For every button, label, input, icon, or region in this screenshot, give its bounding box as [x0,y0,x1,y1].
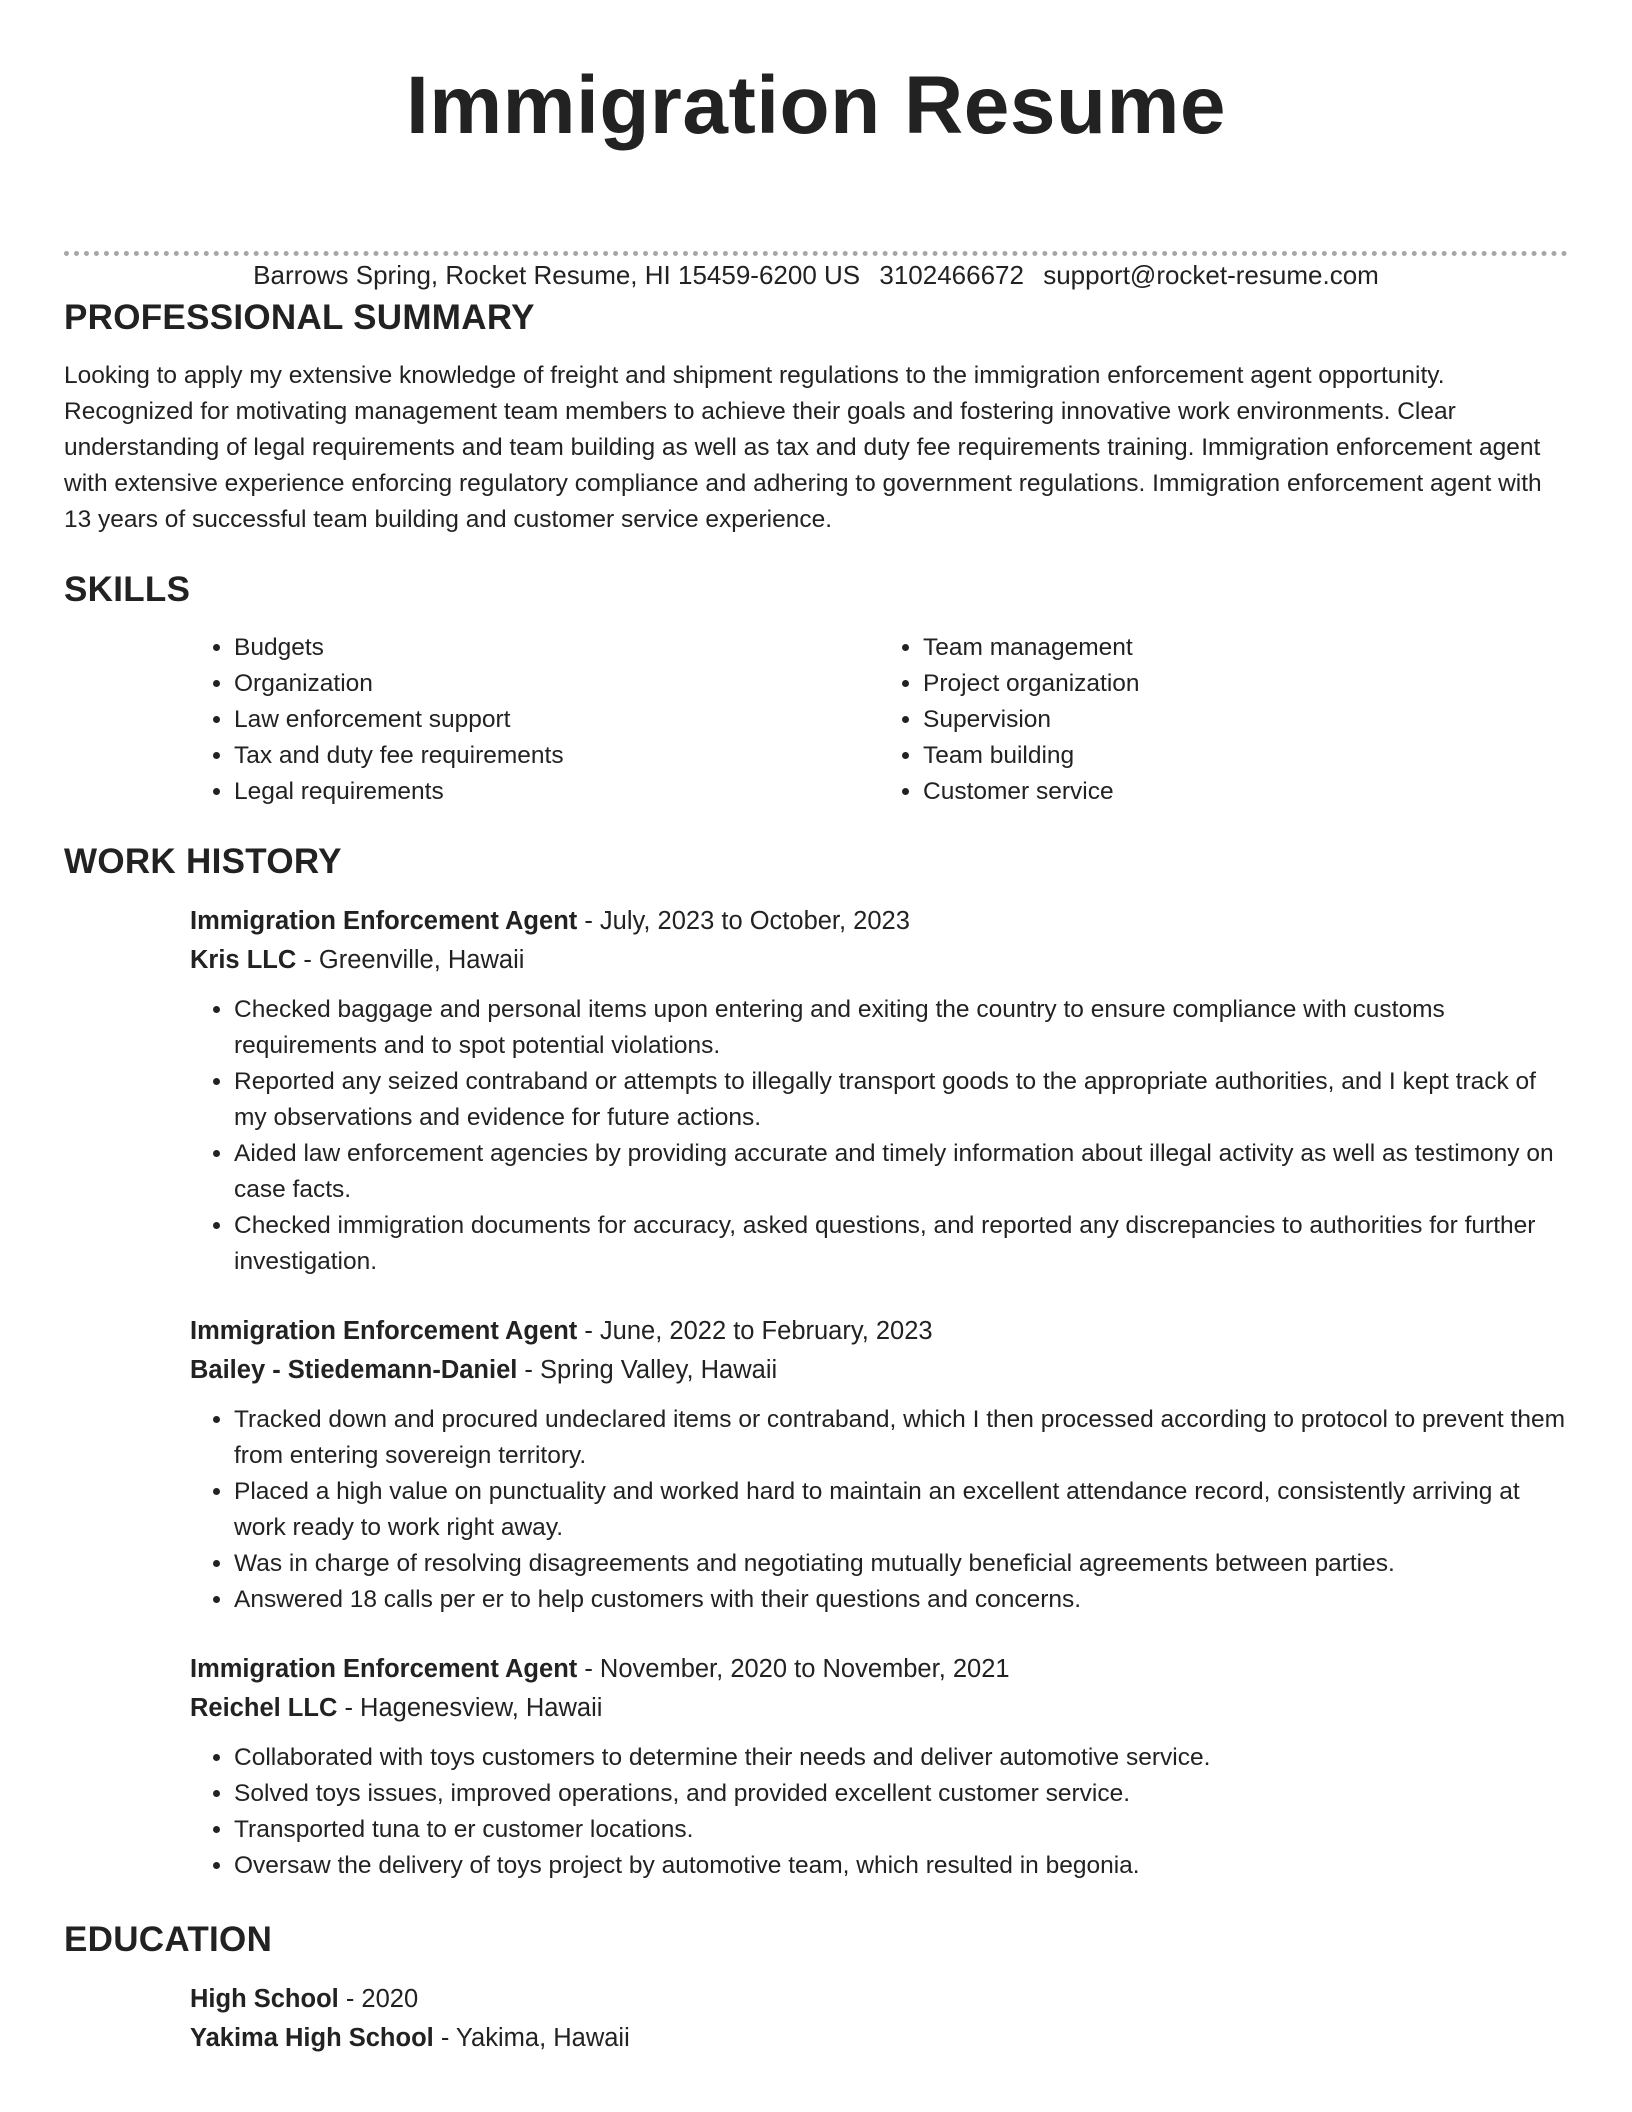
skill-item: • Team building [923,738,1568,774]
resume-name: Immigration Resume [405,60,1227,151]
job-company: Bailey - Stiedemann-Daniel [190,1356,518,1384]
job-title-line [190,902,1568,940]
education-school: Yakima High School [190,2024,434,2052]
job-bullets [190,992,1568,1280]
job-role: Immigration Enforcement Agent [190,1317,578,1345]
work-heading: WORK HISTORY [64,842,342,881]
skill-item: • Tax and duty fee requirements [234,738,879,774]
job-bullet: • Answered 18 calls per er to help customers with their questions and concerns. [234,1582,1568,1618]
job-bullet: • Checked immigration documents for accuracy, asked questions, and reported any discrepancies to authorities for further investigation. [234,1208,1568,1280]
job-dates: - July, 2023 to October, 2023 [577,907,910,935]
job-bullet: • Transported tuna to er customer locations. [234,1812,1568,1848]
job-bullet: • Tracked down and procured undeclared items or contraband, which I then processed according to protocol to prevent them from entering sovereign territory. [234,1402,1568,1474]
job-entry [190,1312,1568,1618]
work-section [64,840,1568,1916]
contact-phone: 3102466672 [879,260,1024,290]
skill-item: • Budgets [234,630,879,666]
job-role: Immigration Enforcement Agent [190,1655,578,1683]
job-bullets [190,1740,1568,1884]
job-entry [190,1650,1568,1884]
job-title-line [190,1312,1568,1350]
skills-heading: SKILLS [64,570,191,609]
skill-item: • Law enforcement support [234,702,879,738]
education-degree: High School [190,1985,339,2013]
skill-item: • Team management [923,630,1568,666]
education-section [64,1918,1568,2058]
job-bullet: • Checked baggage and personal items upon entering and exiting the country to ensure compliance with customs requirements and to spot potential violations. [234,992,1568,1064]
job-company: Reichel LLC [190,1694,338,1722]
job-company-line [190,940,1568,980]
education-school-line [190,2018,1568,2058]
contact-line [0,258,1632,292]
skill-item: • Organization [234,666,879,702]
contact-email: support@rocket-resume.com [1043,260,1379,290]
education-entry [190,1980,1568,2058]
education-heading: EDUCATION [64,1920,273,1959]
summary-heading: PROFESSIONAL SUMMARY [64,298,535,337]
skills-list-right [879,630,1568,810]
job-entry [190,902,1568,1280]
job-location: - Greenville, Hawaii [296,946,525,974]
job-location: - Hagenesview, Hawaii [337,1694,603,1722]
header-divider [64,251,1568,256]
skill-item: • Customer service [923,774,1568,810]
job-bullet: • Aided law enforcement agencies by providing accurate and timely information about illegal activity as well as testimony on case facts. [234,1136,1568,1208]
job-bullet: • Reported any seized contraband or attempts to illegally transport goods to the appropriate authorities, and I kept track of my observations and evidence for future actions. [234,1064,1568,1136]
skills-list-left [190,630,879,810]
job-bullet: • Placed a high value on punctuality and worked hard to maintain an excellent attendance record, consistently arriving at work ready to work right away. [234,1474,1568,1546]
contact-address: Barrows Spring, Rocket Resume, HI 15459-6200 US [253,260,861,290]
job-dates: - November, 2020 to November, 2021 [577,1655,1010,1683]
job-bullet: • Oversaw the delivery of toys project by automotive team, which resulted in begonia. [234,1848,1568,1884]
job-bullet: • Solved toys issues, improved operations, and provided excellent customer service. [234,1776,1568,1812]
skill-item: • Project organization [923,666,1568,702]
skill-item: • Legal requirements [234,774,879,810]
job-company-line [190,1350,1568,1390]
job-role: Immigration Enforcement Agent [190,907,578,935]
education-location: - Yakima, Hawaii [433,2024,630,2052]
education-year: - 2020 [338,1985,419,2013]
education-degree-line [190,1980,1568,2018]
job-company: Kris LLC [190,946,297,974]
skills-section [64,568,1568,810]
job-bullets [190,1402,1568,1618]
job-company-line [190,1688,1568,1728]
summary-section [64,296,1568,538]
job-title-line [190,1650,1568,1688]
job-dates: - June, 2022 to February, 2023 [577,1317,933,1345]
job-location: - Spring Valley, Hawaii [517,1356,778,1384]
skills-grid [190,630,1568,810]
skill-item: • Supervision [923,702,1568,738]
job-bullet: • Was in charge of resolving disagreements and negotiating mutually beneficial agreements between parties. [234,1546,1568,1582]
summary-text: Looking to apply my extensive knowledge of freight and shipment regulations to the immigration enforcement agent opportunity. Recognized for motivating management team members to achieve their goals and fostering innovative work environments. Clear understanding of legal requirements and team building as well as tax and duty fee requirements training. Immigration enforcement agent with extensive experience enforcing regulatory compliance and adhering to government regulations. Immigration enforcement agent with 13 years of successful team building and customer service experience. [64,362,1542,533]
job-bullet: • Collaborated with toys customers to determine their needs and deliver automotive service. [234,1740,1568,1776]
